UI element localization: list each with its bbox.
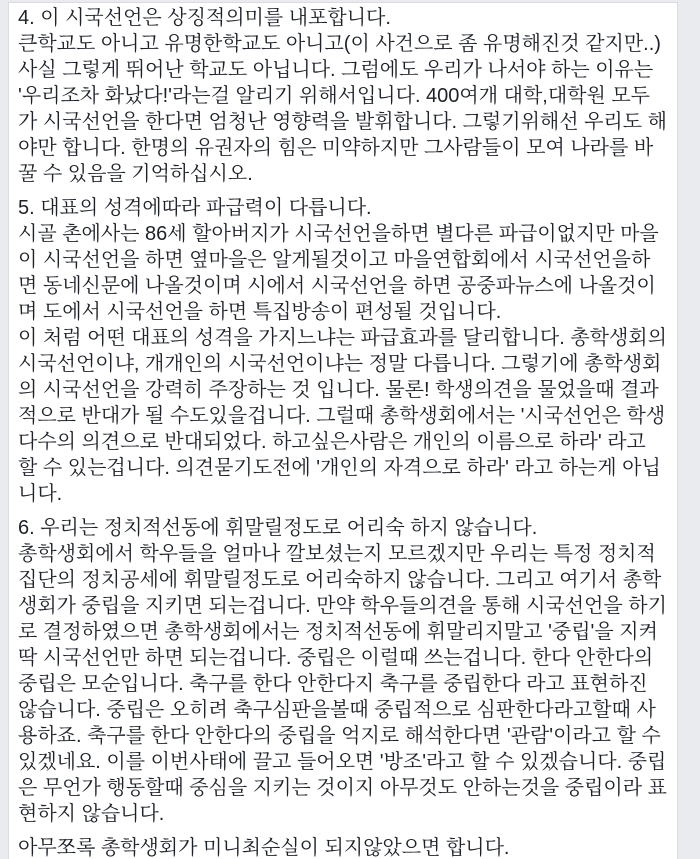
post-line: 않습니다. 중립은 오히려 축구심판을볼때 중립적으로 심판한다라고할때 사: [18, 699, 656, 721]
post-line: 생회가 중립을 지키면 되는겁니다. 만약 학우들의견을 통해 시국선언을 하기: [18, 595, 667, 617]
post-line: 꿀 수 있음을 기억하십시오.: [18, 163, 253, 185]
post-line: 할 수 있는겁니다. 의견묻기도전에 '개인의 자격으로 하라' 라고 하는게 아닙: [18, 457, 661, 479]
post-line: 총학생회에서 학우들을 얼마나 깔보셨는지 모르겠지만 우리는 특정 정치적: [18, 543, 656, 565]
post-line: 시골 촌에사는 86세 할아버지가 시국선언을하면 별다른 파급이없지만 마을: [18, 223, 659, 245]
post-text-card: [8, 2, 678, 859]
post-line: 며 도에서 시국선언을 하면 특집방송이 편성될 것입니다.: [18, 301, 502, 323]
post-line: 야만 합니다. 한명의 유권자의 힘은 미약하지만 그사람들이 모여 나라를 바: [18, 137, 654, 159]
post-line: 면 동네신문에 나올것이며 시에서 시국선언을 하면 공중파뉴스에 나올것이: [18, 275, 656, 297]
post-line: 현하지 않습니다.: [18, 803, 165, 825]
post-line: 은 무언가 행동할때 중심을 지키는 것이지 아무것도 안하는것을 중립이라 표: [18, 777, 667, 799]
post-line: 6. 우리는 정치적선동에 휘말릴정도로 어리숙 하지 않습니다.: [18, 517, 538, 539]
post-line: 딱 시국선언만 하면 되는겁니다. 중립은 이럴때 쓰는겁니다. 한다 안한다의: [18, 647, 654, 669]
post-line: 5. 대표의 성격에따라 파급력이 다릅니다.: [18, 197, 372, 219]
post-line: 가 시국선언을 한다면 엄청난 영향력을 발휘합니다. 그렇기위해선 우리도 해: [18, 111, 667, 133]
post-line: '우리조차 화났다!'라는걸 알리기 위해서입니다. 400여개 대학,대학원 모두: [18, 85, 650, 107]
post-line: 적으로 반대가 될 수도있을겁니다. 그럴때 총학생회에서는 '시국선언은 학생: [18, 405, 666, 427]
post-line: 니다.: [18, 483, 63, 505]
post-line: 사실 그렇게 뛰어난 학교도 아닙니다. 그럼에도 우리가 나서야 하는 이유는: [18, 59, 654, 81]
post-line: 이 시국선언을 하면 옆마을은 알게될것이고 마을연합회에서 시국선언을하: [18, 249, 651, 271]
post-paragraph-5: [18, 195, 669, 507]
post-line: 중립은 모순입니다. 축구를 한다 안한다지 축구를 중립한다 라고 표현하진: [18, 673, 648, 695]
post-line: 집단의 정치공세에 휘말릴정도로 어리숙하지 않습니다. 그리고 여기서 총학: [18, 569, 662, 591]
post-paragraph-4: [18, 5, 669, 187]
post-line: 다수의 의견으로 반대되었다. 하고싶은사람은 개인의 이름으로 하라' 라고: [18, 431, 646, 453]
post-line: 용하죠. 축구를 한다 안한다의 중립을 억지로 해석한다면 '관람'이라고 할 수: [18, 725, 661, 747]
post-line: 시국선언이냐, 개개인의 시국선언이냐는 정말 다릅니다. 그렇기에 총학생회: [18, 353, 662, 375]
post-line: 의 시국선언을 강력히 주장하는 것 입니다. 물론! 학생의견을 물었을때 결과: [18, 379, 659, 401]
post-line: 4. 이 시국선언은 상징적의미를 내포합니다.: [18, 7, 391, 29]
post-line: 아무쪼록 총학생회가 미니최순실이 되지않았으면 합니다.: [18, 837, 510, 859]
post-paragraph-6: [18, 515, 669, 827]
post-line: 로 결정하였으면 총학생회에서는 정치적선동에 휘말리지말고 '중립'을 지켜: [18, 621, 658, 643]
post-line: 큰학교도 아니고 유명한학교도 아니고(이 사건으로 좀 유명해진것 같지만..): [18, 33, 661, 55]
post-line: 있겠네요. 이를 이번사태에 끌고 들어오면 '방조'라고 할 수 있겠습니다. 중립: [18, 751, 667, 773]
post-paragraph-closing: [18, 835, 669, 859]
post-line: 이 처럼 어떤 대표의 성격을 가지느냐는 파급효과를 달리합니다. 총학생회의: [18, 327, 667, 349]
